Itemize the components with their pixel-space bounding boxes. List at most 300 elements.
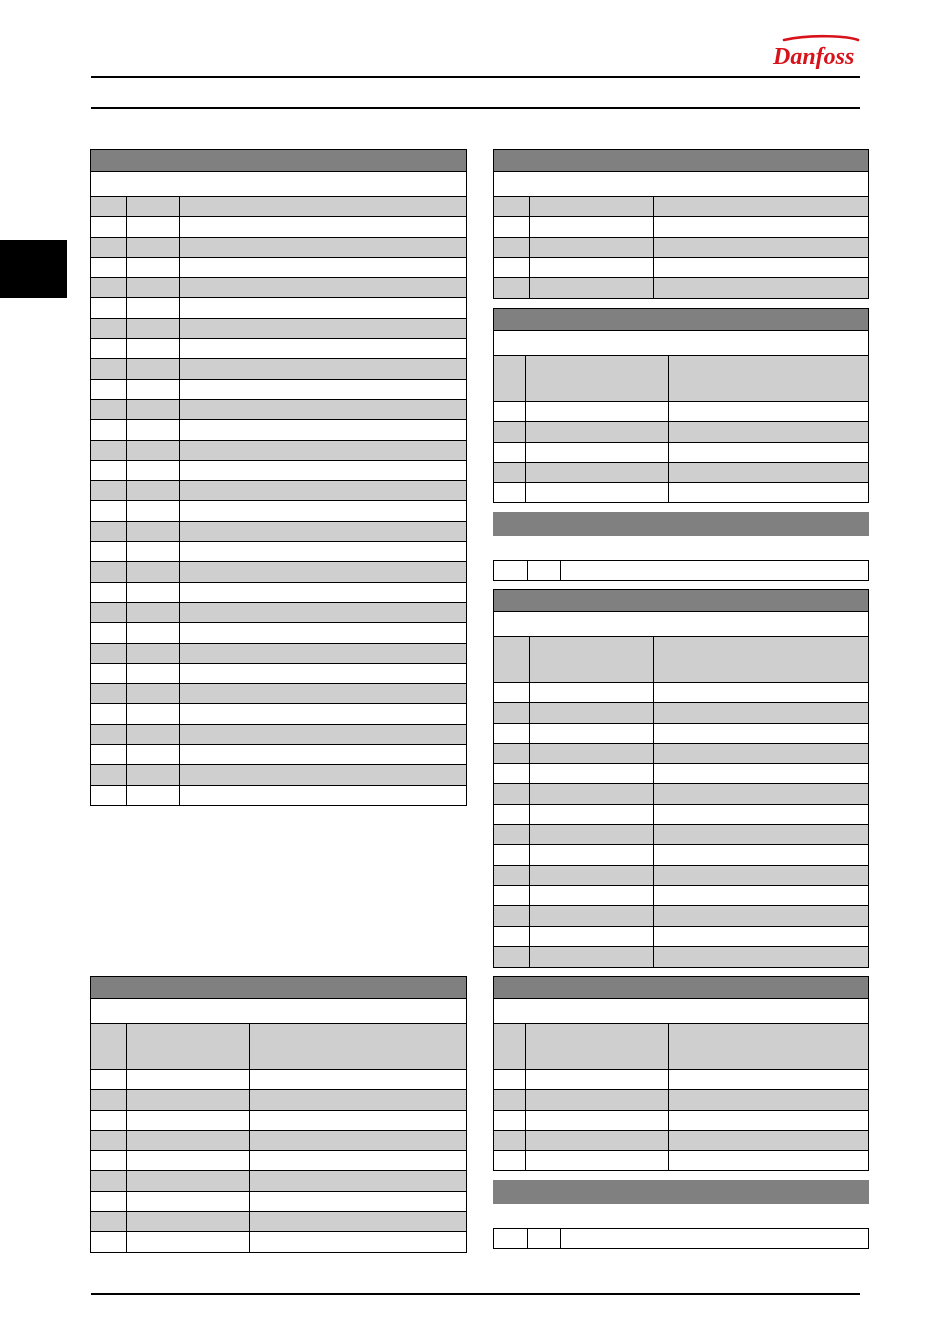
table-cell xyxy=(127,238,180,257)
table-cell xyxy=(494,1131,526,1150)
table-cell xyxy=(526,1111,669,1130)
table-cell xyxy=(180,522,466,541)
table-row xyxy=(494,724,868,744)
table-cell xyxy=(494,443,526,462)
table-cell xyxy=(91,562,127,581)
table-cell xyxy=(530,866,654,885)
table-cell xyxy=(494,764,530,783)
table-cell xyxy=(127,644,180,663)
table-cell xyxy=(530,238,654,257)
table-row xyxy=(91,461,466,481)
bottom-rule xyxy=(91,1293,860,1295)
table-cell xyxy=(127,542,180,561)
table-row xyxy=(494,927,868,947)
table-cell xyxy=(127,1024,250,1069)
table-cell xyxy=(494,784,530,803)
table-cell xyxy=(654,278,868,298)
table-header xyxy=(91,150,466,172)
table-cell xyxy=(91,197,127,216)
table-cell xyxy=(91,542,127,561)
table-cell xyxy=(91,623,127,642)
table-row xyxy=(91,623,466,643)
table-cell xyxy=(91,380,127,399)
table-row xyxy=(91,522,466,542)
table-cell xyxy=(530,197,654,216)
table-row xyxy=(494,1111,868,1131)
table-row xyxy=(494,483,868,503)
table-row xyxy=(91,319,466,339)
table-cell xyxy=(654,217,868,236)
table-cell xyxy=(91,359,127,378)
table-row xyxy=(91,562,466,582)
table-cell xyxy=(494,422,526,441)
table-cell xyxy=(494,947,530,967)
table-header xyxy=(494,590,868,612)
table-cell xyxy=(180,725,466,744)
table-cell xyxy=(250,1151,466,1170)
table-row xyxy=(494,825,868,845)
table-cell xyxy=(250,1212,466,1231)
table-cell xyxy=(654,703,868,722)
table-cell xyxy=(127,400,180,419)
table-cell xyxy=(180,441,466,460)
table-cell xyxy=(494,258,530,277)
table-cell xyxy=(654,805,868,824)
table-cell xyxy=(127,1090,250,1109)
table-cell xyxy=(180,644,466,663)
table-cell xyxy=(127,1232,250,1252)
table-row xyxy=(494,463,868,483)
table-cell xyxy=(494,637,530,682)
table-cell xyxy=(91,664,127,683)
table-cell xyxy=(180,501,466,520)
table-cell xyxy=(530,217,654,236)
table-cell xyxy=(530,927,654,946)
table-cell xyxy=(91,400,127,419)
table-cell xyxy=(127,298,180,317)
top-rule xyxy=(91,76,860,78)
header-rule xyxy=(91,107,860,109)
table-cell xyxy=(91,1192,127,1211)
table-header xyxy=(494,150,868,172)
table-row xyxy=(91,1111,466,1131)
table-row xyxy=(494,683,868,703)
table-row xyxy=(494,637,868,683)
table-cell xyxy=(494,1151,526,1171)
table-cell xyxy=(654,764,868,783)
table-cell xyxy=(654,637,868,682)
table-cell xyxy=(494,683,530,702)
table-cell xyxy=(654,927,868,946)
table-row xyxy=(91,1131,466,1151)
table-cell xyxy=(494,356,526,401)
table-cell xyxy=(91,1232,127,1252)
table-row xyxy=(91,583,466,603)
table-cell xyxy=(250,1232,466,1252)
table-subheader xyxy=(91,999,466,1024)
table-row xyxy=(494,1024,868,1070)
table-cell xyxy=(91,1070,127,1089)
table-cell xyxy=(250,1192,466,1211)
table-cell xyxy=(91,1151,127,1170)
table-cell xyxy=(669,1111,868,1130)
table-row xyxy=(91,238,466,258)
table-cell xyxy=(91,1090,127,1109)
table-row xyxy=(494,1070,868,1090)
table-cell xyxy=(127,1171,250,1190)
table-row xyxy=(91,1151,466,1171)
table-cell xyxy=(654,683,868,702)
table-row xyxy=(91,745,466,765)
table-cell xyxy=(180,562,466,581)
table-cell xyxy=(180,278,466,297)
table-row xyxy=(91,1232,466,1252)
table-cell xyxy=(530,278,654,298)
table-cell xyxy=(654,238,868,257)
table-row xyxy=(494,764,868,784)
table-cell xyxy=(127,725,180,744)
table-cell xyxy=(494,1090,526,1109)
table-cell xyxy=(669,1090,868,1109)
table-row xyxy=(91,1024,466,1070)
table-cell xyxy=(530,947,654,967)
table-cell xyxy=(494,1070,526,1089)
table-cell xyxy=(654,906,868,925)
table-cell xyxy=(127,1192,250,1211)
table-cell xyxy=(526,1131,669,1150)
table-cell xyxy=(526,1024,669,1069)
table-cell xyxy=(127,623,180,642)
table-cell xyxy=(91,644,127,663)
table-cell xyxy=(91,501,127,520)
table-cell xyxy=(91,217,127,236)
table-cell xyxy=(127,603,180,622)
table-cell xyxy=(127,583,180,602)
table-cell xyxy=(127,359,180,378)
table-cell xyxy=(91,725,127,744)
single-row-table xyxy=(493,560,869,581)
table-cell xyxy=(494,906,530,925)
table-cell xyxy=(91,238,127,257)
table-row xyxy=(91,542,466,562)
table-cell xyxy=(494,463,526,482)
table-cell xyxy=(530,825,654,844)
table-cell xyxy=(180,359,466,378)
table-cell xyxy=(180,786,466,806)
table-cell xyxy=(180,298,466,317)
parameter-table-4 xyxy=(493,308,869,503)
table-row xyxy=(494,217,868,237)
table-cell xyxy=(127,420,180,439)
table-cell xyxy=(127,1151,250,1170)
table-cell xyxy=(127,217,180,236)
table-cell xyxy=(180,684,466,703)
table-cell xyxy=(91,319,127,338)
table-cell xyxy=(180,542,466,561)
table-subheader xyxy=(494,331,868,356)
table-cell xyxy=(530,724,654,743)
table-cell xyxy=(526,356,669,401)
table-row xyxy=(91,339,466,359)
table-cell xyxy=(530,703,654,722)
table-subheader xyxy=(91,172,466,197)
table-cell xyxy=(526,1090,669,1109)
parameter-table-2 xyxy=(90,976,467,1253)
table-cell xyxy=(91,1111,127,1130)
table-row xyxy=(494,805,868,825)
table-cell xyxy=(180,765,466,784)
table-cell xyxy=(526,483,669,503)
table-cell xyxy=(127,1070,250,1089)
table-row xyxy=(494,278,868,298)
table-cell xyxy=(669,443,868,462)
table-cell xyxy=(494,744,530,763)
table-subheader xyxy=(494,612,868,637)
table-row xyxy=(91,1212,466,1232)
table-cell xyxy=(494,724,530,743)
table-cell xyxy=(91,684,127,703)
table-cell xyxy=(91,441,127,460)
table-cell xyxy=(494,845,530,864)
table-cell xyxy=(180,704,466,723)
parameter-table-5 xyxy=(493,589,869,968)
table-cell xyxy=(526,463,669,482)
table-cell xyxy=(669,463,868,482)
table-cell xyxy=(530,886,654,905)
table-cell xyxy=(180,603,466,622)
table-cell xyxy=(127,1212,250,1231)
table-row xyxy=(494,703,868,723)
table-cell xyxy=(530,784,654,803)
table-cell xyxy=(180,400,466,419)
table-cell xyxy=(530,805,654,824)
table-row xyxy=(91,258,466,278)
svg-text:Danfoss: Danfoss xyxy=(773,44,855,70)
table-row xyxy=(494,784,868,804)
table-cell xyxy=(526,402,669,421)
table-cell xyxy=(127,765,180,784)
table-cell xyxy=(127,684,180,703)
parameter-table-3 xyxy=(493,149,869,299)
table-cell xyxy=(180,481,466,500)
table-cell xyxy=(669,356,868,401)
table-cell xyxy=(250,1111,466,1130)
table-row xyxy=(91,684,466,704)
table-cell xyxy=(494,238,530,257)
table-cell xyxy=(526,1070,669,1089)
table-cell xyxy=(530,637,654,682)
table-cell xyxy=(669,1024,868,1069)
table-cell xyxy=(526,443,669,462)
table-cell xyxy=(91,1212,127,1231)
table-cell xyxy=(91,522,127,541)
table-cell xyxy=(91,481,127,500)
table-cell xyxy=(127,501,180,520)
table-row xyxy=(91,278,466,298)
table-cell xyxy=(494,217,530,236)
table-row xyxy=(494,197,868,217)
table-cell xyxy=(127,745,180,764)
table-row xyxy=(91,1070,466,1090)
table-cell xyxy=(654,825,868,844)
table-row xyxy=(494,845,868,865)
table-cell xyxy=(91,786,127,806)
table-cell xyxy=(654,197,868,216)
table-cell xyxy=(91,704,127,723)
table-cell xyxy=(127,704,180,723)
table-cell xyxy=(91,583,127,602)
table-cell xyxy=(180,664,466,683)
table-cell xyxy=(654,784,868,803)
table-cell xyxy=(530,764,654,783)
table-row xyxy=(91,725,466,745)
table-row xyxy=(494,258,868,278)
table-subheader xyxy=(494,999,868,1024)
table-cell xyxy=(91,1024,127,1069)
table-cell xyxy=(180,420,466,439)
table-cell xyxy=(91,1171,127,1190)
table-cell xyxy=(494,703,530,722)
table-cell xyxy=(127,562,180,581)
table-row xyxy=(494,906,868,926)
table-row xyxy=(494,1151,868,1171)
table-cell xyxy=(494,278,530,298)
parameter-table-1 xyxy=(90,149,467,806)
table-row xyxy=(494,443,868,463)
table-row xyxy=(91,704,466,724)
table-cell xyxy=(494,197,530,216)
table-row xyxy=(91,644,466,664)
table-cell xyxy=(127,1111,250,1130)
table-cell xyxy=(526,1151,669,1171)
danfoss-logo xyxy=(770,34,862,72)
table-cell xyxy=(494,402,526,421)
table-cell xyxy=(180,339,466,358)
table-row xyxy=(91,420,466,440)
table-cell xyxy=(91,258,127,277)
table-cell xyxy=(127,481,180,500)
table-cell xyxy=(180,583,466,602)
table-row xyxy=(91,441,466,461)
parameter-table-6 xyxy=(493,976,869,1171)
table-cell xyxy=(654,258,868,277)
table-row xyxy=(91,1171,466,1191)
table-row xyxy=(91,197,466,217)
table-cell xyxy=(494,805,530,824)
table-cell xyxy=(494,1111,526,1130)
table-cell xyxy=(494,1024,526,1069)
table-cell xyxy=(91,298,127,317)
table-row xyxy=(91,664,466,684)
table-cell xyxy=(127,339,180,358)
table-cell xyxy=(127,258,180,277)
section-bar xyxy=(493,1180,869,1204)
table-subheader xyxy=(494,172,868,197)
table-cell xyxy=(180,380,466,399)
table-cell xyxy=(180,197,466,216)
table-row xyxy=(91,380,466,400)
single-row-table xyxy=(493,1228,869,1249)
table-header xyxy=(494,309,868,331)
table-cell xyxy=(127,197,180,216)
table-header xyxy=(91,977,466,999)
table-row xyxy=(91,217,466,237)
table-cell xyxy=(127,441,180,460)
table-row xyxy=(91,603,466,623)
table-row xyxy=(91,359,466,379)
table-cell xyxy=(526,422,669,441)
table-cell xyxy=(127,1131,250,1150)
table-cell xyxy=(91,420,127,439)
table-row xyxy=(91,298,466,318)
table-cell xyxy=(530,258,654,277)
table-cell xyxy=(494,866,530,885)
table-cell xyxy=(669,1151,868,1171)
table-cell xyxy=(654,886,868,905)
table-cell xyxy=(180,258,466,277)
table-cell xyxy=(180,319,466,338)
table-cell xyxy=(530,683,654,702)
table-cell xyxy=(180,623,466,642)
table-row xyxy=(494,866,868,886)
table-cell xyxy=(250,1070,466,1089)
table-cell xyxy=(127,664,180,683)
table-cell xyxy=(127,319,180,338)
table-cell xyxy=(91,278,127,297)
table-cell xyxy=(250,1131,466,1150)
table-cell xyxy=(494,483,526,503)
table-row xyxy=(494,356,868,402)
table-row xyxy=(494,402,868,422)
table-row xyxy=(494,744,868,764)
table-cell xyxy=(91,461,127,480)
table-cell xyxy=(494,886,530,905)
table-row xyxy=(91,1090,466,1110)
table-cell xyxy=(669,422,868,441)
table-cell xyxy=(250,1090,466,1109)
table-cell xyxy=(250,1171,466,1190)
table-cell xyxy=(180,217,466,236)
table-cell xyxy=(654,744,868,763)
table-row xyxy=(494,886,868,906)
table-cell xyxy=(654,866,868,885)
table-cell xyxy=(91,339,127,358)
table-row xyxy=(91,1192,466,1212)
table-row xyxy=(494,1131,868,1151)
table-row xyxy=(91,765,466,785)
table-row xyxy=(91,501,466,521)
table-row xyxy=(494,238,868,258)
table-cell xyxy=(127,786,180,806)
table-cell xyxy=(91,765,127,784)
table-cell xyxy=(669,402,868,421)
table-header xyxy=(494,977,868,999)
table-row xyxy=(494,947,868,967)
table-cell xyxy=(654,845,868,864)
table-cell xyxy=(669,483,868,503)
table-cell xyxy=(530,906,654,925)
table-cell xyxy=(127,278,180,297)
table-cell xyxy=(127,461,180,480)
table-cell xyxy=(494,825,530,844)
table-row xyxy=(91,400,466,420)
table-cell xyxy=(250,1024,466,1069)
table-row xyxy=(91,786,466,806)
table-cell xyxy=(91,1131,127,1150)
table-cell xyxy=(494,927,530,946)
table-cell xyxy=(530,744,654,763)
table-cell xyxy=(180,745,466,764)
